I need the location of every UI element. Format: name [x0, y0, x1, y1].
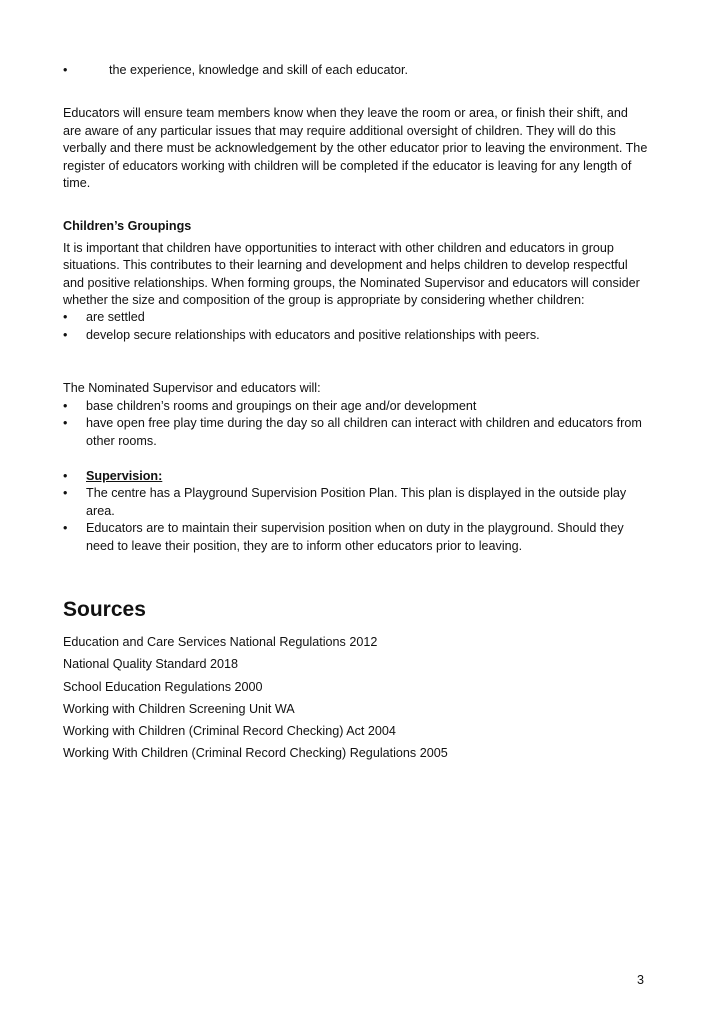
list-item-text: base children’s rooms and groupings on their age and/or development — [86, 398, 477, 413]
list-item — [63, 468, 648, 485]
list-item-text: are settled — [86, 310, 145, 325]
source-item: Working with Children (Criminal Record Checking) Act 2004 — [63, 724, 396, 739]
list-item-text: Educators are to maintain their supervision position when on duty in the playground. Should they need to leave their position, they are to inform other educators prior to leaving. — [86, 521, 624, 553]
bullet-icon: • — [63, 398, 68, 413]
list-item — [63, 309, 648, 326]
groupings-list — [63, 309, 648, 344]
source-item: National Quality Standard 2018 — [63, 657, 239, 672]
source-item: Education and Care Services National Regulations 2012 — [63, 634, 378, 649]
list-item — [63, 520, 648, 555]
list-item-text: develop secure relationships with educators and positive relationships with peers. — [86, 327, 540, 342]
groupings-heading: Children’s Groupings — [63, 219, 192, 234]
bullet-icon: • — [63, 468, 68, 483]
bullet-icon: • — [63, 521, 68, 536]
source-item: School Education Regulations 2000 — [63, 679, 263, 694]
bullet-icon: • — [63, 416, 68, 431]
bullet-icon: • — [63, 310, 68, 325]
list-item-text: The centre has a Playground Supervision Position Plan. This plan is displayed in the outside play area. — [86, 486, 627, 518]
list-item — [63, 62, 648, 79]
list-item-text: have open free play time during the day so all children can interact with children and educators from other rooms. — [86, 416, 642, 448]
groupings-paragraph: It is important that children have opportunities to interact with other children and educators in group situations. This contributes to their learning and development and helps children to develop respectful and positive relationships. When forming groups, the Nominated Supervisor and educators will consider whether the size and composition of the group is appropriate by considering whether children: — [63, 240, 640, 308]
sources-title: Sources — [63, 597, 146, 621]
page-number: 3 — [636, 973, 644, 987]
list-item — [63, 415, 648, 450]
list-item — [63, 398, 648, 415]
list-item — [63, 327, 648, 344]
educators-paragraph: Educators will ensure team members know when they leave the room or area, or finish their shift, and are aware of any particular issues that may require additional oversight of children. They will do this verbally and there must be acknowledgement by the other educator prior to leaving the environment. The register of educators working with children will be completed if the educator is leaving for any length of time. — [63, 106, 648, 191]
sources-list — [63, 631, 648, 765]
bullet-icon: • — [63, 486, 68, 501]
supervision-heading: Supervision: — [86, 468, 163, 483]
list-item — [63, 485, 648, 520]
source-item: Working with Children Screening Unit WA — [63, 701, 295, 716]
source-item: Working With Children (Criminal Record Checking) Regulations 2005 — [63, 746, 448, 761]
bullet-icon: • — [63, 327, 68, 342]
nominated-intro: The Nominated Supervisor and educators will: — [63, 381, 321, 396]
document-page — [63, 62, 648, 765]
supervision-list — [63, 468, 648, 555]
intro-bullet-text: the experience, knowledge and skill of each educator. — [109, 63, 408, 77]
bullet-icon: • — [63, 63, 68, 77]
nominated-list — [63, 398, 648, 450]
